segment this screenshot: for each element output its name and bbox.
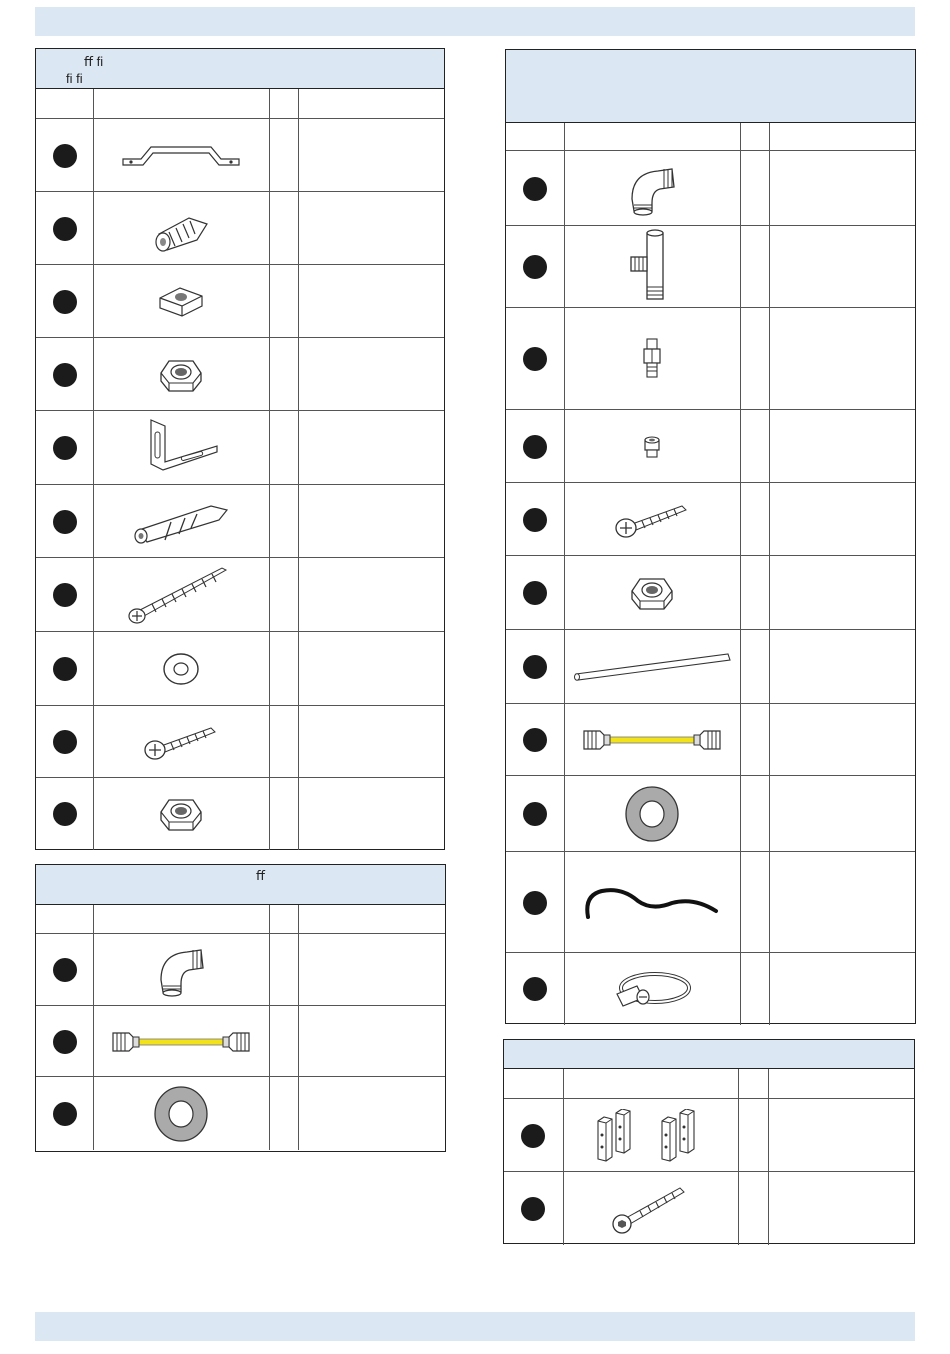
table-row bbox=[504, 1099, 914, 1172]
parts-table-plumbing-kit bbox=[505, 49, 916, 1024]
item-number-marker bbox=[523, 177, 547, 201]
table-row bbox=[36, 119, 444, 192]
column-header-row bbox=[506, 123, 915, 151]
item-number-marker bbox=[523, 508, 547, 532]
table-row bbox=[506, 852, 915, 953]
table-row bbox=[36, 1006, 445, 1077]
machine-screw-icon bbox=[612, 498, 692, 542]
rod-icon bbox=[572, 652, 732, 682]
table-row bbox=[36, 338, 444, 411]
item-number-marker bbox=[523, 581, 547, 605]
table-row bbox=[36, 1077, 445, 1150]
mounting-bracket-icon bbox=[121, 141, 241, 171]
item-number-marker bbox=[53, 144, 77, 168]
elbow-fitting-icon bbox=[151, 940, 211, 1000]
socket-cap-bolt-icon bbox=[610, 1182, 690, 1236]
machine-screw-icon bbox=[141, 720, 221, 764]
table-row bbox=[36, 411, 444, 485]
square-nut-icon bbox=[156, 284, 206, 320]
table-row bbox=[506, 953, 915, 1025]
table-row bbox=[506, 556, 915, 630]
item-number-marker bbox=[523, 802, 547, 826]
table-row bbox=[36, 706, 444, 778]
threaded-insert-icon bbox=[151, 204, 211, 254]
hex-nut-icon bbox=[159, 355, 203, 395]
item-number-marker bbox=[53, 1102, 77, 1126]
table-row bbox=[506, 410, 915, 483]
table-row bbox=[506, 704, 915, 776]
wall-plug-icon bbox=[131, 500, 231, 544]
table-row bbox=[506, 226, 915, 308]
flat-washer-icon bbox=[622, 784, 682, 844]
reducer-icon bbox=[642, 434, 662, 460]
table-row bbox=[36, 485, 444, 558]
tee-fitting-icon bbox=[627, 229, 677, 305]
table-row bbox=[36, 558, 444, 632]
table-heading bbox=[36, 49, 444, 89]
table-heading-text: ﬀ bbox=[256, 868, 265, 883]
item-number-marker bbox=[523, 347, 547, 371]
item-number-marker bbox=[521, 1124, 545, 1148]
item-number-marker bbox=[523, 655, 547, 679]
header-band bbox=[35, 7, 915, 36]
table-heading bbox=[504, 1040, 914, 1069]
table-row bbox=[506, 776, 915, 852]
table-row bbox=[506, 630, 915, 704]
table-row bbox=[36, 265, 444, 338]
table-row bbox=[36, 934, 445, 1006]
flat-washer-icon bbox=[151, 1084, 211, 1144]
item-number-marker bbox=[523, 977, 547, 1001]
item-number-marker bbox=[523, 255, 547, 279]
flexible-hose-icon bbox=[582, 725, 722, 755]
table-heading bbox=[506, 50, 915, 123]
footer-band bbox=[35, 1312, 915, 1341]
table-row bbox=[506, 308, 915, 410]
drain-tube-icon bbox=[582, 883, 722, 923]
table-row bbox=[506, 151, 915, 226]
parts-table-spacers bbox=[503, 1039, 915, 1244]
parts-table-wall-mounting bbox=[35, 48, 445, 850]
item-number-marker bbox=[53, 436, 77, 460]
item-number-marker bbox=[521, 1197, 545, 1221]
item-number-marker bbox=[53, 958, 77, 982]
flexible-hose-icon bbox=[111, 1027, 251, 1057]
table-row bbox=[36, 192, 444, 265]
item-number-marker bbox=[523, 435, 547, 459]
hose-clamp-icon bbox=[607, 964, 697, 1014]
elbow-fitting-icon bbox=[622, 159, 682, 219]
item-number-marker bbox=[53, 363, 77, 387]
washer-icon bbox=[161, 649, 201, 689]
table-heading bbox=[36, 865, 445, 905]
item-number-marker bbox=[53, 510, 77, 534]
item-number-marker bbox=[53, 1030, 77, 1054]
item-number-marker bbox=[523, 728, 547, 752]
parts-table-water-connection bbox=[35, 864, 446, 1152]
table-heading-line2: ﬁ ﬁ bbox=[66, 71, 83, 86]
item-number-marker bbox=[53, 583, 77, 607]
hex-nut-icon bbox=[630, 573, 674, 613]
hex-nut-icon bbox=[159, 794, 203, 834]
item-number-marker bbox=[53, 730, 77, 754]
table-row bbox=[504, 1172, 914, 1245]
table-row bbox=[36, 778, 444, 850]
spacer-blocks-icon bbox=[590, 1109, 710, 1163]
column-header-row bbox=[504, 1069, 914, 1099]
item-number-marker bbox=[53, 657, 77, 681]
table-heading-line1: ﬀ ﬁ bbox=[84, 54, 104, 69]
angle-bracket-icon bbox=[141, 418, 221, 478]
column-header-row bbox=[36, 905, 445, 934]
item-number-marker bbox=[523, 891, 547, 915]
column-header-row bbox=[36, 89, 444, 119]
wood-screw-icon bbox=[126, 560, 236, 630]
nipple-connector-icon bbox=[642, 337, 662, 381]
item-number-marker bbox=[53, 802, 77, 826]
item-number-marker bbox=[53, 290, 77, 314]
item-number-marker bbox=[53, 217, 77, 241]
table-row bbox=[36, 632, 444, 706]
table-row bbox=[506, 483, 915, 556]
